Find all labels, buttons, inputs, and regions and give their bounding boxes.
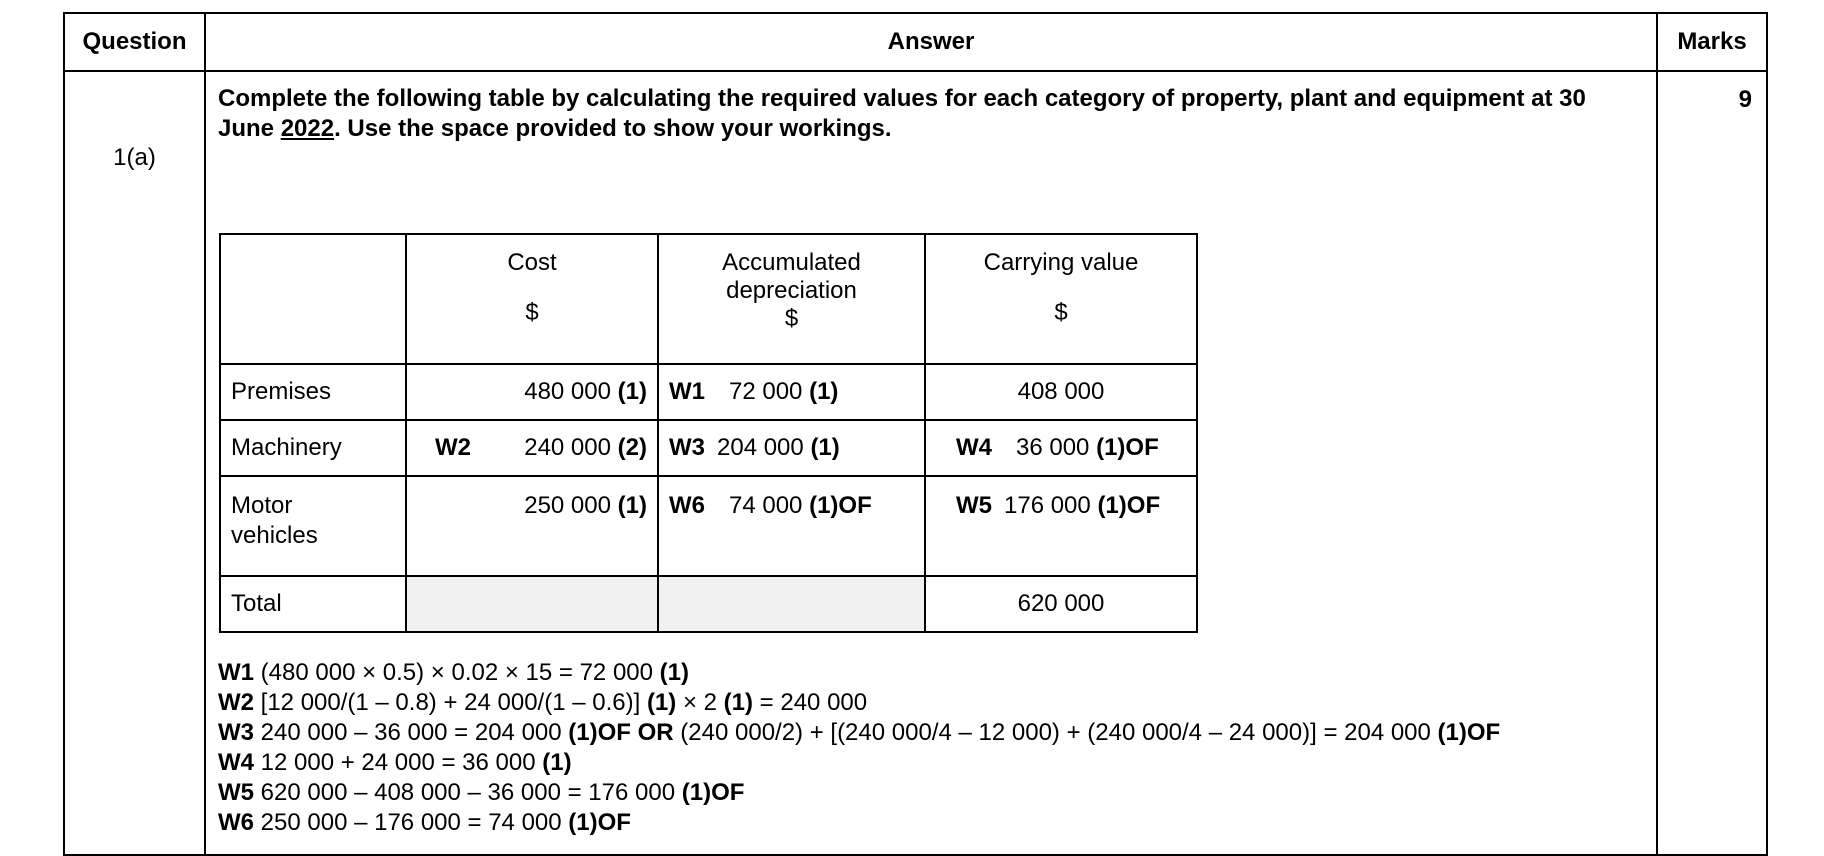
motor-vehicles-row bbox=[220, 476, 1197, 576]
shaded-cell bbox=[406, 576, 658, 632]
working-text: 240 000 – 36 000 = 204 000 bbox=[254, 719, 569, 746]
header-row bbox=[64, 13, 1767, 71]
row-label: Motor vehicles bbox=[220, 476, 406, 576]
working-line bbox=[218, 748, 1500, 778]
shaded-cell bbox=[658, 576, 925, 632]
mark-allocation: (1)OF OR bbox=[568, 719, 674, 746]
answer-cell bbox=[205, 71, 1657, 855]
premises-carrying-value: 408 000 bbox=[925, 364, 1197, 420]
ppe-table bbox=[219, 233, 1198, 633]
question-number: 1(a) bbox=[113, 144, 156, 171]
working-label: W6 bbox=[218, 809, 254, 836]
mark-allocation: (1) bbox=[723, 689, 753, 716]
working-label: W1 bbox=[218, 659, 254, 686]
working-text: [12 000/(1 – 0.8) + 24 000/(1 – 0.6)] bbox=[254, 689, 647, 716]
machinery-carrying-value: W4 36 000 (1)OF bbox=[925, 420, 1197, 476]
working-label: W2 bbox=[218, 689, 254, 716]
mark-allocation: (1)OF bbox=[681, 779, 745, 806]
working-line bbox=[218, 778, 1500, 808]
working-line bbox=[218, 808, 1500, 838]
marks-value: 9 bbox=[1738, 86, 1752, 113]
motor-depreciation: W6 74 000 (1)OF bbox=[658, 476, 925, 576]
working-label: W5 bbox=[218, 779, 254, 806]
premises-row bbox=[220, 364, 1197, 420]
blank-header-cell bbox=[220, 234, 406, 364]
prompt-text: Complete the following table by calculating the required values for each category of property, plant and equipment at 30 June bbox=[218, 85, 1586, 142]
question-number-cell bbox=[64, 71, 205, 855]
working-label: W3 bbox=[218, 719, 254, 746]
question-header: Question bbox=[64, 13, 205, 71]
carrying-value-title: Carrying value bbox=[983, 249, 1139, 276]
working-text: = 240 000 bbox=[753, 689, 868, 716]
cost-header bbox=[406, 234, 658, 364]
mark-allocation: (1)OF bbox=[568, 809, 631, 836]
ppe-header-row bbox=[220, 234, 1197, 364]
mark-allocation: (1)OF bbox=[1437, 719, 1501, 746]
premises-cost: 480 000 (1) bbox=[406, 364, 658, 420]
total-carrying-value: 620 000 bbox=[925, 576, 1197, 632]
working-line bbox=[218, 718, 1500, 748]
working-text: 12 000 + 24 000 = 36 000 bbox=[254, 749, 543, 776]
working-text: 620 000 – 408 000 – 36 000 = 176 000 bbox=[254, 779, 682, 806]
prompt-text-end: . Use the space provided to show your workings. bbox=[334, 115, 892, 142]
mark-allocation: (1) bbox=[542, 749, 572, 776]
working-text: (240 000/2) + [(240 000/4 – 12 000) + (240 000/4 – 24 000)] = 204 000 bbox=[673, 719, 1438, 746]
row-label: Total bbox=[220, 576, 406, 632]
carrying-value-header bbox=[925, 234, 1197, 364]
working-label: W4 bbox=[218, 749, 254, 776]
machinery-row bbox=[220, 420, 1197, 476]
mark-allocation: (1) bbox=[646, 689, 677, 716]
working-line bbox=[218, 658, 1500, 688]
working-text: (480 000 × 0.5) × 0.02 × 15 = 72 000 bbox=[254, 659, 660, 686]
machinery-depreciation: W3 204 000 (1) bbox=[658, 420, 925, 476]
depreciation-header bbox=[658, 234, 925, 364]
mark-scheme-table bbox=[63, 12, 1768, 856]
working-text: × 2 bbox=[676, 689, 724, 716]
motor-cost: 250 000 (1) bbox=[406, 476, 658, 576]
cost-title: Cost bbox=[507, 249, 557, 276]
row-label: Premises bbox=[220, 364, 406, 420]
premises-depreciation: W1 72 000 (1) bbox=[658, 364, 925, 420]
marks-header: Marks bbox=[1657, 13, 1767, 71]
question-row bbox=[64, 71, 1767, 855]
cost-unit: $ bbox=[525, 299, 539, 326]
depreciation-title: Accumulated depreciation bbox=[722, 249, 861, 304]
mark-allocation: (1) bbox=[659, 659, 689, 686]
total-row bbox=[220, 576, 1197, 632]
prompt-year: 2022 bbox=[280, 115, 335, 142]
question-prompt bbox=[218, 84, 1648, 144]
depreciation-unit: $ bbox=[784, 305, 799, 332]
marks-cell bbox=[1657, 71, 1767, 855]
working-text: 250 000 – 176 000 = 74 000 bbox=[254, 809, 569, 836]
working-line bbox=[218, 688, 1500, 718]
workings bbox=[218, 658, 1500, 838]
motor-carrying-value: W5 176 000 (1)OF bbox=[925, 476, 1197, 576]
answer-header: Answer bbox=[205, 13, 1657, 71]
carrying-value-unit: $ bbox=[1054, 299, 1068, 326]
row-label: Machinery bbox=[220, 420, 406, 476]
machinery-cost: W2 240 000 (2) bbox=[406, 420, 658, 476]
